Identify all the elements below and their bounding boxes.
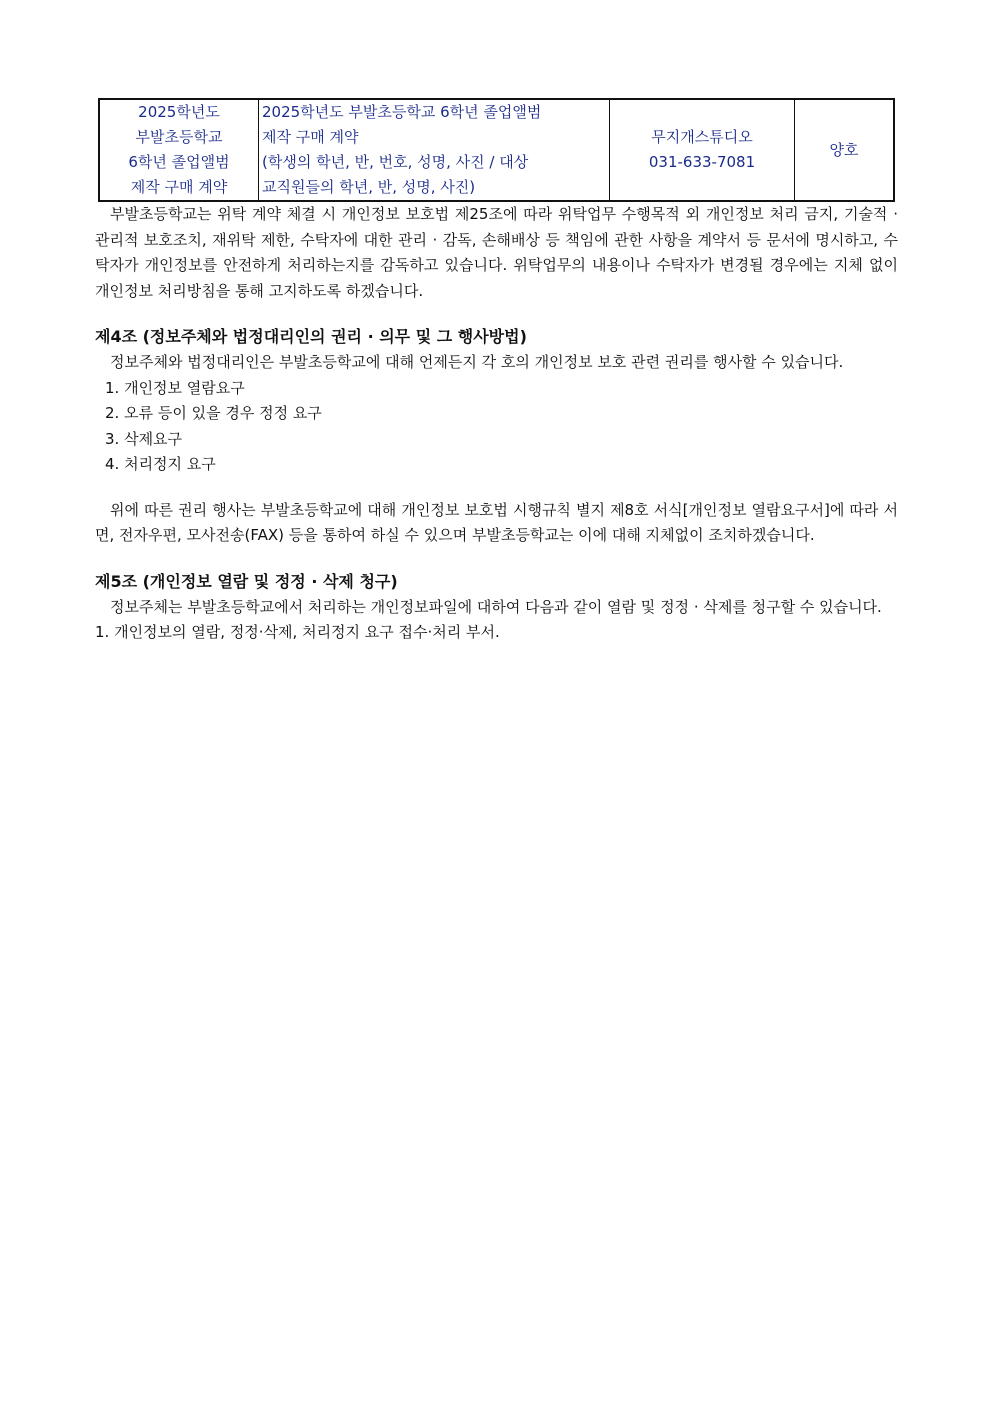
intro-paragraph: 부발초등학교는 위탁 계약 체결 시 개인정보 보호법 제25조에 따라 위탁업무 수행목적 외 개인정보 처리 금지, 기술적 · 관리적 보호조치, 재위탁 제한, 수탁자에 대한 관리 · 감독, 손해배상 등 책임에 관한 사항을 계약서 등 문서에 명시하고, 수탁자가 개인정보를 안전하게 처리하는지를 감독하고 있습니다. 위탁업무의 내용이나 수탁자가 변경될 경우에는 지체 없이 개인정보 처리방침을 통해 고지하도록 하겠습니다. — [95, 205, 898, 300]
contract-name-cell — [99, 99, 259, 201]
list-item: 2. 오류 등이 있을 경우 정정 요구 — [105, 404, 322, 422]
list-item: 1. 개인정보 열람요구 — [105, 378, 245, 397]
rights-list — [95, 376, 898, 478]
contract-content-line: 제작 구매 계약 — [262, 128, 359, 146]
contract-content-line: 교직원들의 학년, 반, 성명, 사진) — [262, 178, 476, 196]
status-cell: 양호 — [795, 99, 895, 201]
contractor-cell — [610, 99, 795, 201]
document-page — [95, 98, 898, 646]
contractor-name: 무지개스튜디오 — [651, 128, 753, 146]
article5-item: 1. 개인정보의 열람, 정정·삭제, 처리정지 요구 접수·처리 부서. — [95, 623, 500, 641]
contract-name-line: 6학년 졸업앨범 — [128, 153, 230, 171]
contractor-phone: 031-633-7081 — [648, 153, 756, 171]
contract-content-cell — [259, 99, 610, 201]
contract-name-line: 제작 구매 계약 — [130, 178, 228, 196]
list-item: 3. 삭제요구 — [105, 429, 183, 448]
contract-name-line: 부발초등학교 — [135, 128, 223, 146]
table-row — [99, 99, 894, 201]
article4-paragraph2: 위에 따른 권리 행사는 부발초등학교에 대해 개인정보 보호법 시행규칙 별지 제8호 서식[개인정보 열람요구서]에 따라 서면, 전자우편, 모사전송(FAX) 등을 통하여 하실 수 있으며 부발초등학교는 이에 대해 지체없이 조치하겠습니다. — [95, 500, 898, 544]
article4-heading: 제4조 (정보주체와 법정대리인의 권리 · 의무 및 그 행사방법) — [95, 327, 527, 346]
consignment-table — [98, 98, 895, 202]
contract-content-line: 2025학년도 부발초등학교 6학년 졸업앨범 — [262, 103, 542, 121]
article5-heading: 제5조 (개인정보 열람 및 정정 · 삭제 청구) — [95, 571, 398, 591]
article5-paragraph: 정보주체는 부발초등학교에서 처리하는 개인정보파일에 대하여 다음과 같이 열람 및 정정 · 삭제를 청구할 수 있습니다. — [110, 597, 882, 616]
contract-content-line: (학생의 학년, 반, 번호, 성명, 사진 / 대상 — [262, 153, 529, 171]
contract-name-line: 2025학년도 — [138, 103, 220, 121]
list-item: 4. 처리정지 요구 — [105, 455, 216, 473]
article4-paragraph: 정보주체와 법정대리인은 부발초등학교에 대해 언제든지 각 호의 개인정보 보호 관련 권리를 행사할 수 있습니다. — [110, 353, 844, 371]
